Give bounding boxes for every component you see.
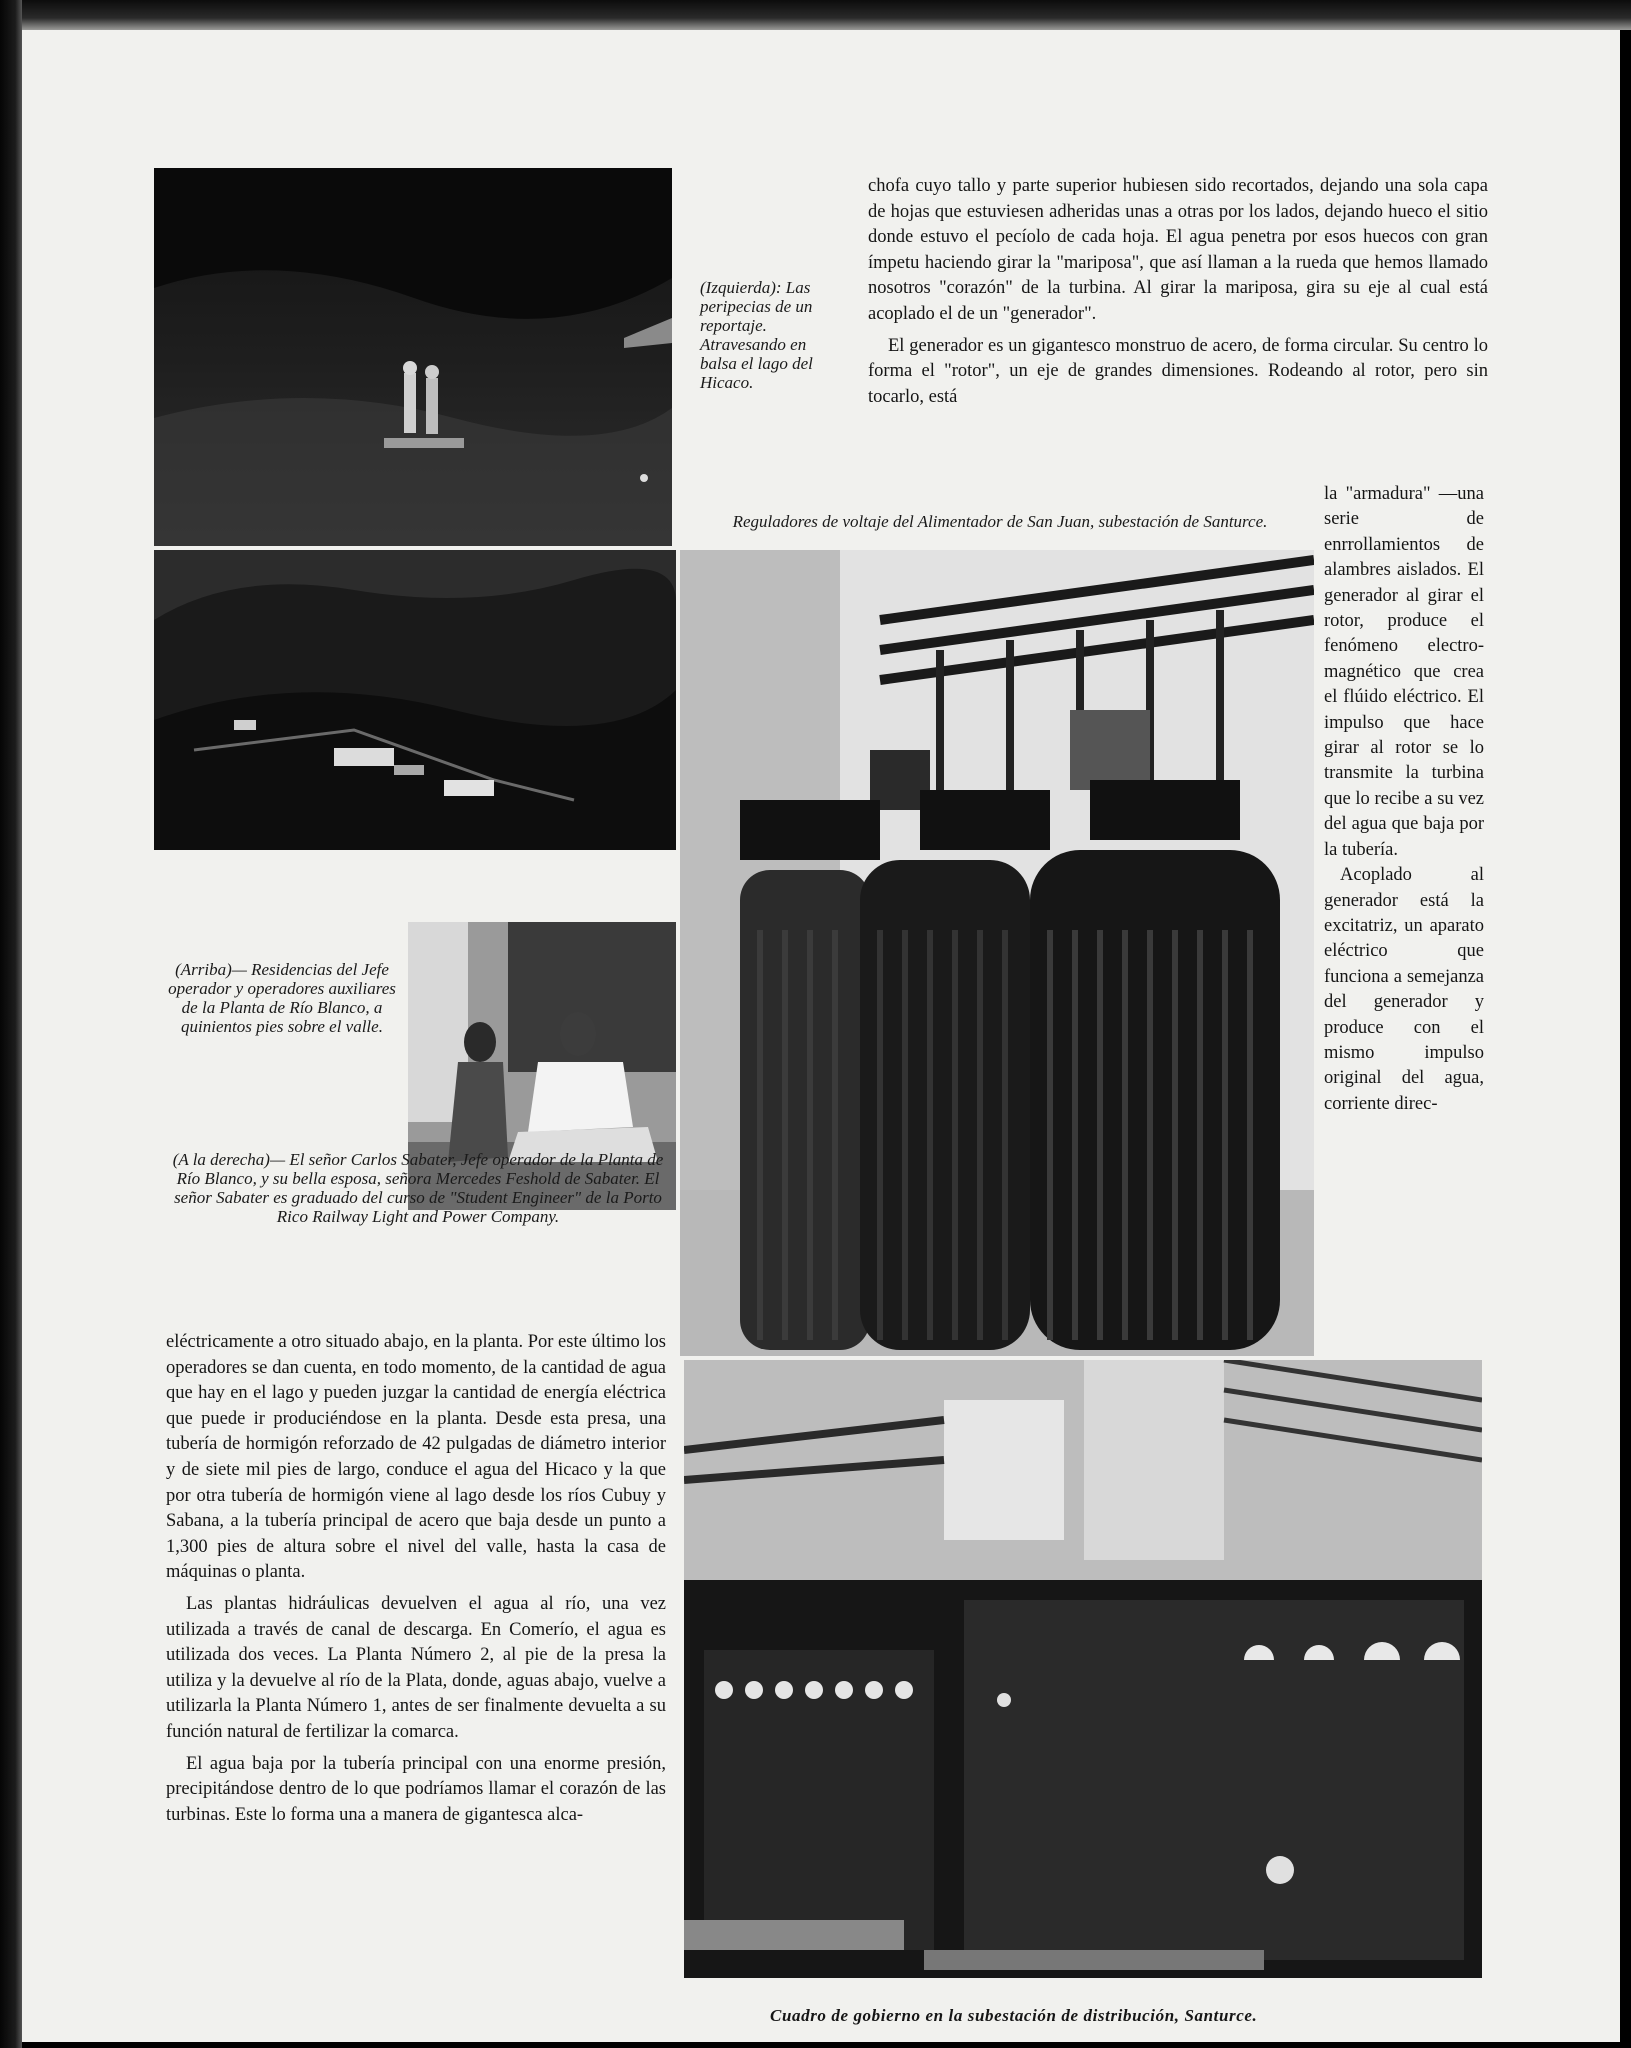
raft-photo xyxy=(154,168,672,546)
article-narrow-right xyxy=(1324,482,1484,1117)
paragraph: eléctricamente a otro situado abajo, en la planta. Por este último los operadores se dan cuenta, en todo momento, de la cantidad de agua que hay en el lago y pueden juzgar la cantidad de energía eléctrica que puede ir produciéndose en la planta. Desde esta presa, una tubería de hormigón reforzado de 42 pulgadas de diámetro interior y de siete mil pies de largo, conduce el agua del Hicaco y la que por otra tubería de hormigón viene al lago desde los ríos Cubuy y Sabana, a la tubería principal de acero que baja desde un punto a 1,300 pies de altura sobre el nivel del valle, hasta la casa de máquinas o planta. xyxy=(166,1332,666,1583)
control-board-caption: Cuadro de gobierno en la subestación de distribución, Santurce. xyxy=(770,2006,1258,2025)
couple-caption: (A la derecha)— El señor Carlos Sabater, Jefe operador de la Planta de Río Blanco, y su bella esposa, señora Mercedes Feshold de Sabater. El señor Sabater es graduado del curso de "Student Engineer" de la Porto Rico Railway Light and Power Company. xyxy=(172,1150,664,1226)
paragraph: El generador es un gigantesco monstruo de acero, de forma circular. Su centro lo forma el "rotor", un eje de grandes dimensiones. Rodeando al rotor, pero sin tocarlo, está xyxy=(868,335,1488,407)
article-top-right xyxy=(868,174,1488,410)
paragraph: la "armadura" —una serie de enrrollamientos de alambres aislados. El generador al girar el rotor, produce el fenómeno electro-magnético que crea el flúido eléctrico. El impulso que hace girar al rotor se lo transmite la turbina que lo recibe a su vez del agua que baja por la tubería. xyxy=(1324,484,1484,860)
article-bottom-left xyxy=(166,1330,666,1828)
paragraph: Las plantas hidráulicas devuelven el agua al río, una vez utilizada a través de canal de descarga. En Comerío, el agua es utilizada dos veces. La Planta Número 2, al pie de la presa la utiliza y la devuelve al río de la Plata, donde, aguas abajo, vuelve a utilizarla la Planta Número 1, antes de ser finalmente devuelta a su función natural de fertilizar la comarca. xyxy=(166,1593,666,1742)
residences-aerial-photo xyxy=(154,550,676,850)
magazine-page xyxy=(20,26,1620,2042)
scan-left-edge xyxy=(0,0,22,2048)
control-board-photo xyxy=(684,1360,1482,1978)
scan-top-edge xyxy=(0,0,1631,30)
voltage-regulators-photo xyxy=(680,550,1314,1356)
paragraph: El agua baja por la tubería principal con una enorme presión, precipitándose dentro de lo que podríamos llamar el corazón de las turbinas. Este lo forma una a manera de gigantesca alca- xyxy=(166,1753,666,1825)
paragraph: chofa cuyo tallo y parte superior hubiesen sido recortados, dejando una sola capa de hojas que estuviesen adheridas unas a otras por los lados, dejando hueco el sitio donde estuvo el pecíolo de cada hoja. El agua penetra por esos huecos con gran ímpetu haciendo girar la "mariposa", que así llaman a la rueda que hemos llamado nosotros "corazón" de la turbina. Al girar la mariposa, gira su eje al cual está acoplado el de un "generador". xyxy=(868,176,1488,324)
paragraph: Acoplado al generador está la excitatriz, un aparato eléctrico que funciona a semejanza del generador y produce con el mismo impulso original del agua, corriente direc- xyxy=(1324,865,1484,1114)
residences-caption: (Arriba)— Residencias del Jefe operador y operadores auxiliares de la Planta de Río Blanco, a quinientos pies sobre el valle. xyxy=(168,960,396,1036)
raft-caption: (Izquierda): Las peripecias de un reportaje. Atravesando en balsa el lago del Hicaco. xyxy=(700,278,813,392)
regulators-caption: Reguladores de voltaje del Alimentador de San Juan, subestación de Santurce. xyxy=(732,512,1268,531)
